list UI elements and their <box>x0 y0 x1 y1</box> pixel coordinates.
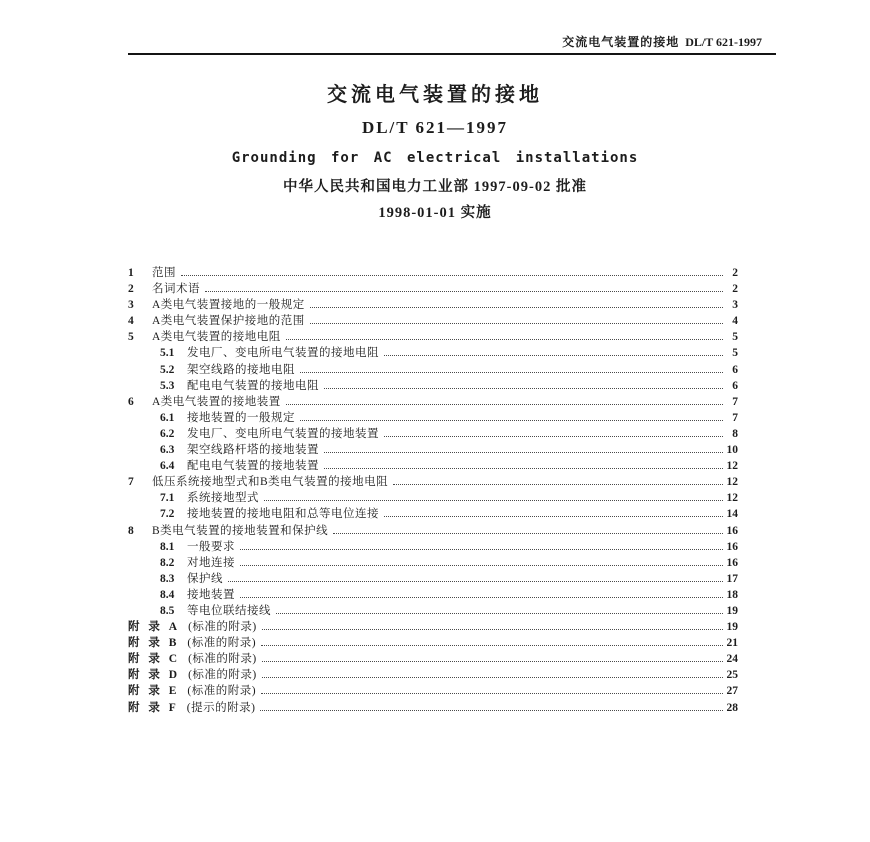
toc-entry-label: 低压系统接地型式和B类电气装置的接地电阻 <box>152 476 389 489</box>
toc-dot-leader <box>300 372 723 373</box>
toc-dot-leader <box>310 323 723 324</box>
toc-entry-number: 附 录 E <box>128 685 180 698</box>
toc-entry-page-number: 28 <box>726 701 738 714</box>
standard-number: DL/T 621—1997 <box>361 118 509 137</box>
toc-entry-number: 8.5 <box>160 604 175 617</box>
toc-entry-number: 5.1 <box>160 347 175 360</box>
toc-entry-number: 附 录 D <box>128 669 181 682</box>
toc-entry-page-number: 16 <box>726 556 738 569</box>
toc-entry <box>128 411 738 427</box>
toc-entry-number: 6 <box>128 395 134 408</box>
toc-entry-number: 5 <box>128 331 134 344</box>
toc-entry-label: 一般要求 <box>187 540 235 553</box>
toc-dot-leader <box>393 484 723 485</box>
toc-entry-page-number: 25 <box>726 669 738 682</box>
toc-entry-number: 2 <box>128 283 134 296</box>
toc-entry-label: (标准的附录) <box>187 637 257 650</box>
toc-entry-page-number: 16 <box>726 524 738 537</box>
toc-entry-page-number: 18 <box>726 588 738 601</box>
toc-entry <box>128 588 738 604</box>
english-title: Grounding for AC electrical installations <box>231 150 639 166</box>
toc-entry-label: 接地装置的接地电阻和总等电位连接 <box>187 508 379 521</box>
toc-dot-leader <box>260 710 723 711</box>
toc-entry-label: 接地装置 <box>187 588 235 601</box>
toc-entry-number: 7.2 <box>160 508 175 521</box>
toc-entry <box>128 701 738 717</box>
toc-dot-leader <box>324 388 723 389</box>
toc-dot-leader <box>286 339 723 340</box>
toc-entry-label: (标准的附录) <box>187 685 257 698</box>
toc-entry-page-number: 7 <box>732 395 738 408</box>
running-header-standard-no: DL/T 621-1997 <box>685 35 762 49</box>
toc-entry-page-number: 10 <box>726 444 738 457</box>
toc-dot-leader <box>240 549 723 550</box>
toc-entry-label: 名词术语 <box>152 283 200 296</box>
toc-entry-label: (标准的附录) <box>188 621 257 634</box>
toc-entry <box>128 540 738 556</box>
toc-entry-label: 发电厂、变电所电气装置的接地电阻 <box>187 347 379 360</box>
toc-entry-label: A类电气装置的接地装置 <box>152 395 281 408</box>
approval-line: 中华人民共和国电力工业部 1997-09-02 批准 <box>283 179 587 195</box>
toc-entry <box>128 330 738 346</box>
toc-entry-number: 8.2 <box>160 556 175 569</box>
toc-entry-page-number: 27 <box>726 685 738 698</box>
toc-dot-leader <box>261 645 723 646</box>
toc-dot-leader <box>310 307 723 308</box>
toc-dot-leader <box>324 452 723 453</box>
toc-entry-number: 附 录 B <box>128 637 180 650</box>
toc-entry-page-number: 17 <box>726 572 738 585</box>
toc-dot-leader <box>384 355 723 356</box>
toc-entry-page-number: 3 <box>732 299 738 312</box>
toc-entry-page-number: 12 <box>726 492 738 505</box>
toc-entry-page-number: 14 <box>726 508 738 521</box>
toc-entry <box>128 314 738 330</box>
toc-entry <box>128 475 738 491</box>
toc-dot-leader <box>324 468 723 469</box>
toc-entry-number: 3 <box>128 299 134 312</box>
toc-dot-leader <box>205 291 723 292</box>
toc-entry <box>128 427 738 443</box>
running-header-title: 交流电气装置的接地 <box>562 35 680 49</box>
toc-entry-page-number: 6 <box>732 379 738 392</box>
toc-dot-leader <box>286 404 723 405</box>
toc-entry <box>128 379 738 395</box>
toc-entry <box>128 507 738 523</box>
toc-entry-number: 5.2 <box>160 363 175 376</box>
toc-dot-leader <box>384 436 723 437</box>
toc-dot-leader <box>333 533 723 534</box>
toc-dot-leader <box>262 629 723 630</box>
toc-entry-page-number: 24 <box>726 653 738 666</box>
toc-entry <box>128 346 738 362</box>
toc-entry <box>128 620 738 636</box>
toc-dot-leader <box>276 613 723 614</box>
running-header <box>128 33 776 55</box>
toc-entry-page-number: 2 <box>732 283 738 296</box>
toc-entry <box>128 491 738 507</box>
toc-entry <box>128 684 738 700</box>
toc-entry-label: (标准的附录) <box>188 653 257 666</box>
toc-entry-number: 7 <box>128 476 134 489</box>
toc-entry-label: 对地连接 <box>187 556 235 569</box>
toc-dot-leader <box>262 661 723 662</box>
toc-entry-label: 配电电气装置的接地装置 <box>187 460 319 473</box>
toc-entry <box>128 459 738 475</box>
toc-entry-number: 4 <box>128 315 134 328</box>
toc-dot-leader <box>300 420 723 421</box>
toc-entry-number: 5.3 <box>160 379 175 392</box>
toc-entry-page-number: 7 <box>732 411 738 424</box>
toc-entry-page-number: 19 <box>726 621 738 634</box>
toc-dot-leader <box>384 516 723 517</box>
toc-entry-page-number: 12 <box>726 476 738 489</box>
toc-dot-leader <box>240 597 723 598</box>
toc-entry-label: 配电电气装置的接地电阻 <box>187 379 319 392</box>
toc-entry-number: 8.4 <box>160 588 175 601</box>
toc-entry-page-number: 16 <box>726 540 738 553</box>
toc-entry-label: 架空线路的接地电阻 <box>187 363 295 376</box>
toc-dot-leader <box>228 581 723 582</box>
toc-entry-page-number: 2 <box>732 267 738 279</box>
toc-entry-page-number: 5 <box>732 331 738 344</box>
toc-dot-leader <box>240 565 723 566</box>
toc-entry-label: 范围 <box>152 267 176 279</box>
toc-entry-label: (标准的附录) <box>188 669 257 682</box>
toc-entry <box>128 298 738 314</box>
toc-entry <box>128 636 738 652</box>
toc-entry-page-number: 12 <box>726 460 738 473</box>
toc-entry-page-number: 19 <box>726 604 738 617</box>
toc-entry-label: A类电气装置保护接地的范围 <box>152 315 305 328</box>
toc-entry-number: 6.2 <box>160 427 175 440</box>
toc-entry-number: 6.1 <box>160 411 175 424</box>
toc-entry-number: 6.4 <box>160 460 175 473</box>
toc-entry <box>128 363 738 379</box>
toc-entry-label: A类电气装置接地的一般规定 <box>152 299 305 312</box>
toc-entry-label: 接地装置的一般规定 <box>187 411 295 424</box>
document-title: 交流电气装置的接地 <box>327 84 543 106</box>
table-of-contents <box>128 266 738 717</box>
toc-entry-number: 附 录 A <box>128 621 181 634</box>
toc-entry <box>128 604 738 620</box>
toc-entry-label: 架空线路杆塔的接地装置 <box>187 444 319 457</box>
toc-dot-leader <box>264 500 723 501</box>
toc-entry-page-number: 5 <box>732 347 738 360</box>
toc-dot-leader <box>261 693 723 694</box>
toc-entry <box>128 668 738 684</box>
toc-entry-page-number: 4 <box>732 315 738 328</box>
toc-entry-number: 8 <box>128 524 134 537</box>
toc-entry <box>128 282 738 298</box>
toc-entry-label: 等电位联结接线 <box>187 604 271 617</box>
toc-entry-label: B类电气装置的接地装置和保护线 <box>152 524 329 537</box>
toc-entry-number: 8.1 <box>160 540 175 553</box>
implementation-line: 1998-01-01 实施 <box>378 205 492 221</box>
toc-entry <box>128 443 738 459</box>
toc-entry-page-number: 8 <box>732 427 738 440</box>
toc-dot-leader <box>181 275 723 276</box>
toc-entry-number: 1 <box>128 267 134 279</box>
toc-entry-number: 8.3 <box>160 572 175 585</box>
toc-entry-label: (提示的附录) <box>186 701 256 714</box>
toc-entry <box>128 556 738 572</box>
toc-entry <box>128 395 738 411</box>
toc-entry-page-number: 21 <box>726 637 738 650</box>
toc-entry <box>128 572 738 588</box>
toc-entry <box>128 652 738 668</box>
toc-entry-number: 6.3 <box>160 444 175 457</box>
toc-entry-label: 系统接地型式 <box>187 492 259 505</box>
toc-entry <box>128 524 738 540</box>
toc-entry-label: 保护线 <box>187 572 223 585</box>
toc-entry-page-number: 6 <box>732 363 738 376</box>
toc-entry-number: 附 录 F <box>128 701 179 714</box>
toc-entry-label: A类电气装置的接地电阻 <box>152 331 281 344</box>
toc-entry-label: 发电厂、变电所电气装置的接地装置 <box>187 427 379 440</box>
toc-entry <box>128 266 738 282</box>
toc-entry-number: 附 录 C <box>128 653 181 666</box>
toc-entry-number: 7.1 <box>160 492 175 505</box>
toc-dot-leader <box>262 677 723 678</box>
